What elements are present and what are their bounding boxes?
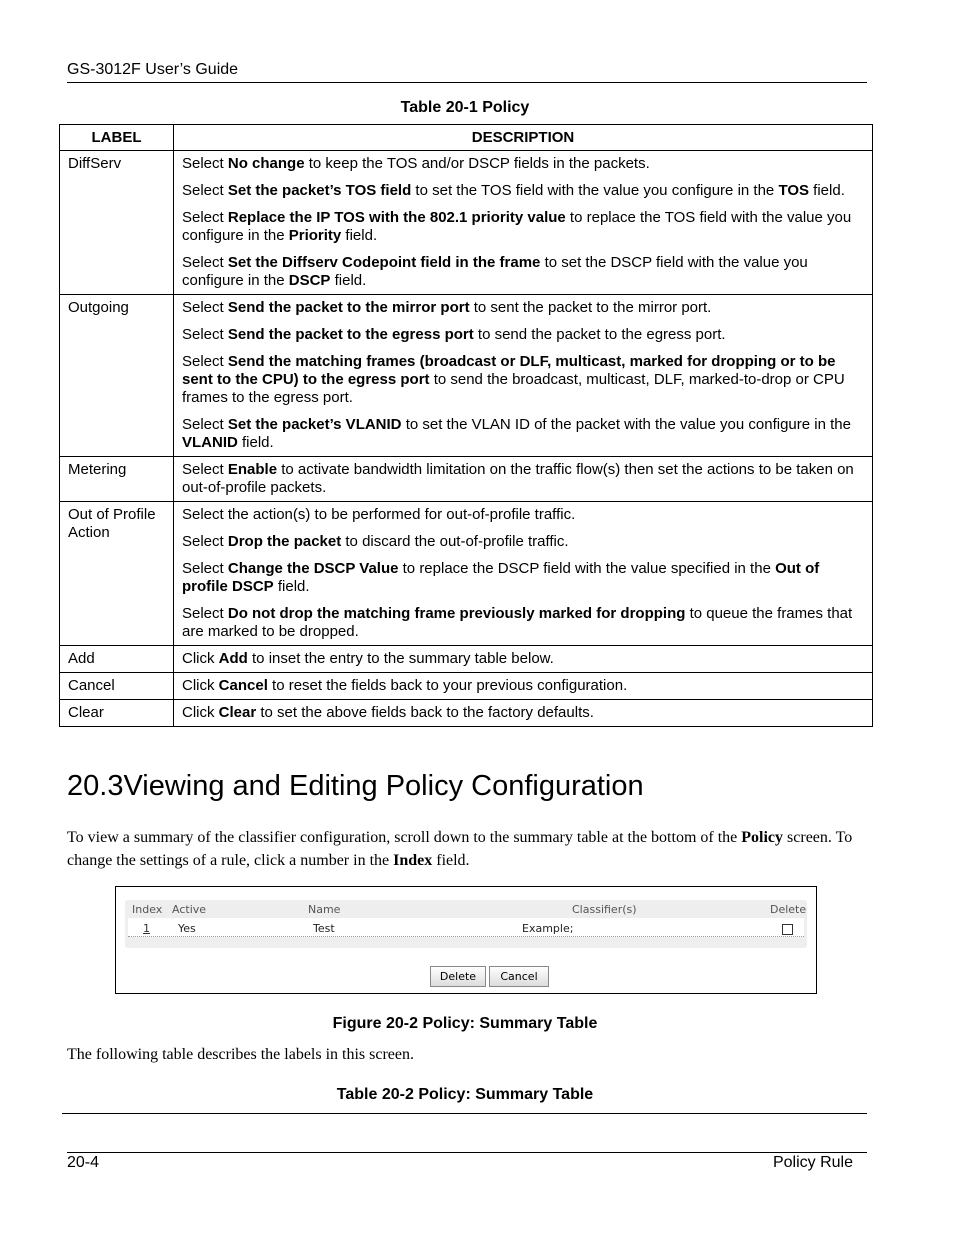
row-description bbox=[174, 295, 873, 457]
intro-paragraph bbox=[67, 826, 857, 872]
description-text: field. bbox=[341, 227, 378, 244]
section-heading bbox=[67, 770, 644, 803]
row-label: Clear bbox=[60, 700, 174, 727]
field-name: Replace the IP TOS with the 802.1 priority value bbox=[227, 209, 566, 226]
section-number: 20.3 bbox=[67, 770, 124, 802]
page-number: 20-4 bbox=[67, 1154, 100, 1171]
field-name: Change the DSCP Value bbox=[227, 560, 399, 577]
row-description bbox=[174, 502, 873, 646]
description-text: field. bbox=[809, 182, 845, 199]
description-text: Select bbox=[182, 533, 228, 550]
description-text: to set the DSCP field with the value you configure in the bbox=[182, 254, 808, 289]
field-name: Set the Diffserv Codepoint field in the frame bbox=[227, 254, 541, 271]
description-text: Select bbox=[182, 416, 228, 433]
description-paragraph bbox=[182, 605, 864, 641]
description-text: Select bbox=[182, 182, 228, 199]
table-row bbox=[60, 700, 873, 727]
description-text: to replace the DSCP field with the value specified in the bbox=[398, 560, 776, 577]
field-name: Enable bbox=[227, 461, 278, 478]
row-label: Add bbox=[60, 646, 174, 673]
description-text: to reset the fields back to your previous configuration. bbox=[267, 677, 628, 694]
summary-row bbox=[128, 918, 804, 937]
description-text: to inset the entry to the summary table below. bbox=[247, 650, 554, 667]
header-index: Index bbox=[132, 903, 163, 916]
row-label: Metering bbox=[60, 457, 174, 502]
table-caption-summary: Table 20-2 Policy: Summary Table bbox=[336, 1086, 594, 1103]
description-text: to discard the out-of-profile traffic. bbox=[341, 533, 569, 550]
field-name: Do not drop the matching frame previously marked for dropping bbox=[227, 605, 686, 622]
description-text: to set the TOS field with the value you configure in the bbox=[411, 182, 779, 199]
description-text: to activate bandwidth limitation on the traffic flow(s) then set the actions to be taken on out-of-profile packets. bbox=[182, 461, 854, 496]
description-text: Select bbox=[182, 299, 228, 316]
description-paragraph bbox=[182, 533, 864, 551]
field-name: Set the packet’s TOS field bbox=[227, 182, 412, 199]
description-text: Select bbox=[182, 254, 228, 271]
description-paragraph bbox=[182, 677, 864, 695]
header-rule bbox=[67, 82, 867, 83]
table-row bbox=[60, 295, 873, 457]
row-description bbox=[174, 700, 873, 727]
row-label: Out of Profile Action bbox=[60, 502, 174, 646]
description-paragraph bbox=[182, 326, 864, 344]
field-name: Clear bbox=[218, 704, 257, 721]
description-paragraph bbox=[182, 650, 864, 668]
delete-button[interactable]: Delete bbox=[430, 966, 486, 987]
description-text: Click bbox=[182, 704, 219, 721]
description-text: to send the packet to the egress port. bbox=[473, 326, 726, 343]
header-active: Active bbox=[172, 903, 207, 916]
description-paragraph bbox=[182, 353, 864, 407]
field-name: Cancel bbox=[218, 677, 268, 694]
description-text: Select bbox=[182, 155, 228, 172]
row-description bbox=[174, 673, 873, 700]
intro-text: field. bbox=[432, 852, 470, 869]
chapter-name: Policy Rule bbox=[772, 1154, 853, 1171]
header-delete: Delete bbox=[770, 903, 807, 916]
row-description bbox=[174, 457, 873, 502]
description-paragraph bbox=[182, 506, 864, 524]
row-description bbox=[174, 151, 873, 295]
cancel-button[interactable]: Cancel bbox=[489, 966, 549, 987]
field-name: Send the matching frames (broadcast or DLF, multicast, marked for dropping or to be sent to the CPU) to the egress port bbox=[182, 353, 836, 388]
footer-rule bbox=[67, 1152, 867, 1153]
field-name: VLANID bbox=[182, 434, 238, 451]
description-text: field. bbox=[273, 578, 310, 595]
description-text: Select bbox=[182, 560, 228, 577]
description-text: Select bbox=[182, 461, 228, 478]
header-classifiers: Classifier(s) bbox=[572, 903, 637, 916]
policy-table-body bbox=[60, 151, 873, 727]
description-text: to send the broadcast, multicast, DLF, marked-to-drop or CPU frames to the egress port. bbox=[182, 371, 845, 406]
row-active: Yes bbox=[178, 922, 196, 935]
description-text: Click bbox=[182, 677, 219, 694]
row-description bbox=[174, 646, 873, 673]
table-top-rule bbox=[62, 1113, 867, 1114]
field-name: Set the packet’s VLANID bbox=[227, 416, 402, 433]
field-name: Drop the packet bbox=[227, 533, 342, 550]
table-row bbox=[60, 151, 873, 295]
field-name: Index bbox=[393, 852, 433, 869]
description-paragraph bbox=[182, 209, 864, 245]
field-name: Out of profile DSCP bbox=[182, 560, 820, 595]
section-title: Viewing and Editing Policy Configuration bbox=[123, 770, 644, 802]
intro-text: screen. To change the settings of a rule, click a number in the bbox=[67, 829, 853, 869]
field-name: No change bbox=[227, 155, 305, 172]
description-text: Select bbox=[182, 353, 228, 370]
row-classifiers: Example; bbox=[522, 922, 574, 935]
column-header-label: LABEL bbox=[60, 125, 174, 151]
table-row bbox=[60, 457, 873, 502]
description-text: Select the action(s) to be performed for out-of-profile traffic. bbox=[182, 506, 576, 523]
table-row bbox=[60, 673, 873, 700]
figure-caption: Figure 20-2 Policy: Summary Table bbox=[332, 1015, 598, 1032]
description-text: to replace the TOS field with the value you configure in the bbox=[182, 209, 852, 244]
following-text: The following table describes the labels in this screen. bbox=[67, 1046, 415, 1063]
field-name: TOS bbox=[778, 182, 810, 199]
description-text: to set the VLAN ID of the packet with the value you configure in the bbox=[401, 416, 851, 433]
row-name: Test bbox=[313, 922, 335, 935]
description-paragraph bbox=[182, 299, 864, 317]
summary-table-panel bbox=[125, 900, 807, 948]
description-text: to sent the packet to the mirror port. bbox=[469, 299, 712, 316]
description-paragraph bbox=[182, 416, 864, 452]
description-text: field. bbox=[237, 434, 274, 451]
field-name: Send the packet to the mirror port bbox=[227, 299, 470, 316]
field-name: DSCP bbox=[288, 272, 331, 289]
table-row bbox=[60, 646, 873, 673]
description-paragraph bbox=[182, 155, 864, 173]
policy-table bbox=[59, 124, 873, 727]
description-paragraph bbox=[182, 560, 864, 596]
table-header-row bbox=[60, 125, 873, 151]
description-text: to keep the TOS and/or DSCP fields in the packets. bbox=[304, 155, 650, 172]
index-link[interactable]: 1 bbox=[143, 922, 150, 935]
table-row bbox=[60, 502, 873, 646]
description-paragraph bbox=[182, 182, 864, 200]
row-label: Cancel bbox=[60, 673, 174, 700]
header-name: Name bbox=[308, 903, 341, 916]
description-text: Click bbox=[182, 650, 219, 667]
description-paragraph bbox=[182, 461, 864, 497]
description-text: field. bbox=[330, 272, 367, 289]
summary-table-screenshot bbox=[115, 886, 817, 994]
row-label: DiffServ bbox=[60, 151, 174, 295]
description-paragraph bbox=[182, 704, 864, 722]
description-text: Select bbox=[182, 605, 228, 622]
field-name: Policy bbox=[741, 829, 784, 846]
description-text: Select bbox=[182, 326, 228, 343]
intro-text: To view a summary of the classifier configuration, scroll down to the summary table at the bottom of the bbox=[67, 829, 742, 846]
description-text: to set the above fields back to the factory defaults. bbox=[256, 704, 594, 721]
description-paragraph bbox=[182, 254, 864, 290]
column-header-description: DESCRIPTION bbox=[174, 125, 873, 151]
row-label: Outgoing bbox=[60, 295, 174, 457]
description-text: to queue the frames that are marked to be dropped. bbox=[182, 605, 853, 640]
field-name: Send the packet to the egress port bbox=[227, 326, 474, 343]
table-caption-policy: Table 20-1 Policy bbox=[400, 99, 530, 116]
delete-checkbox[interactable] bbox=[782, 924, 793, 935]
running-header: GS-3012F User’s Guide bbox=[67, 61, 239, 78]
description-text: Select bbox=[182, 209, 228, 226]
field-name: Priority bbox=[288, 227, 342, 244]
field-name: Add bbox=[218, 650, 248, 667]
